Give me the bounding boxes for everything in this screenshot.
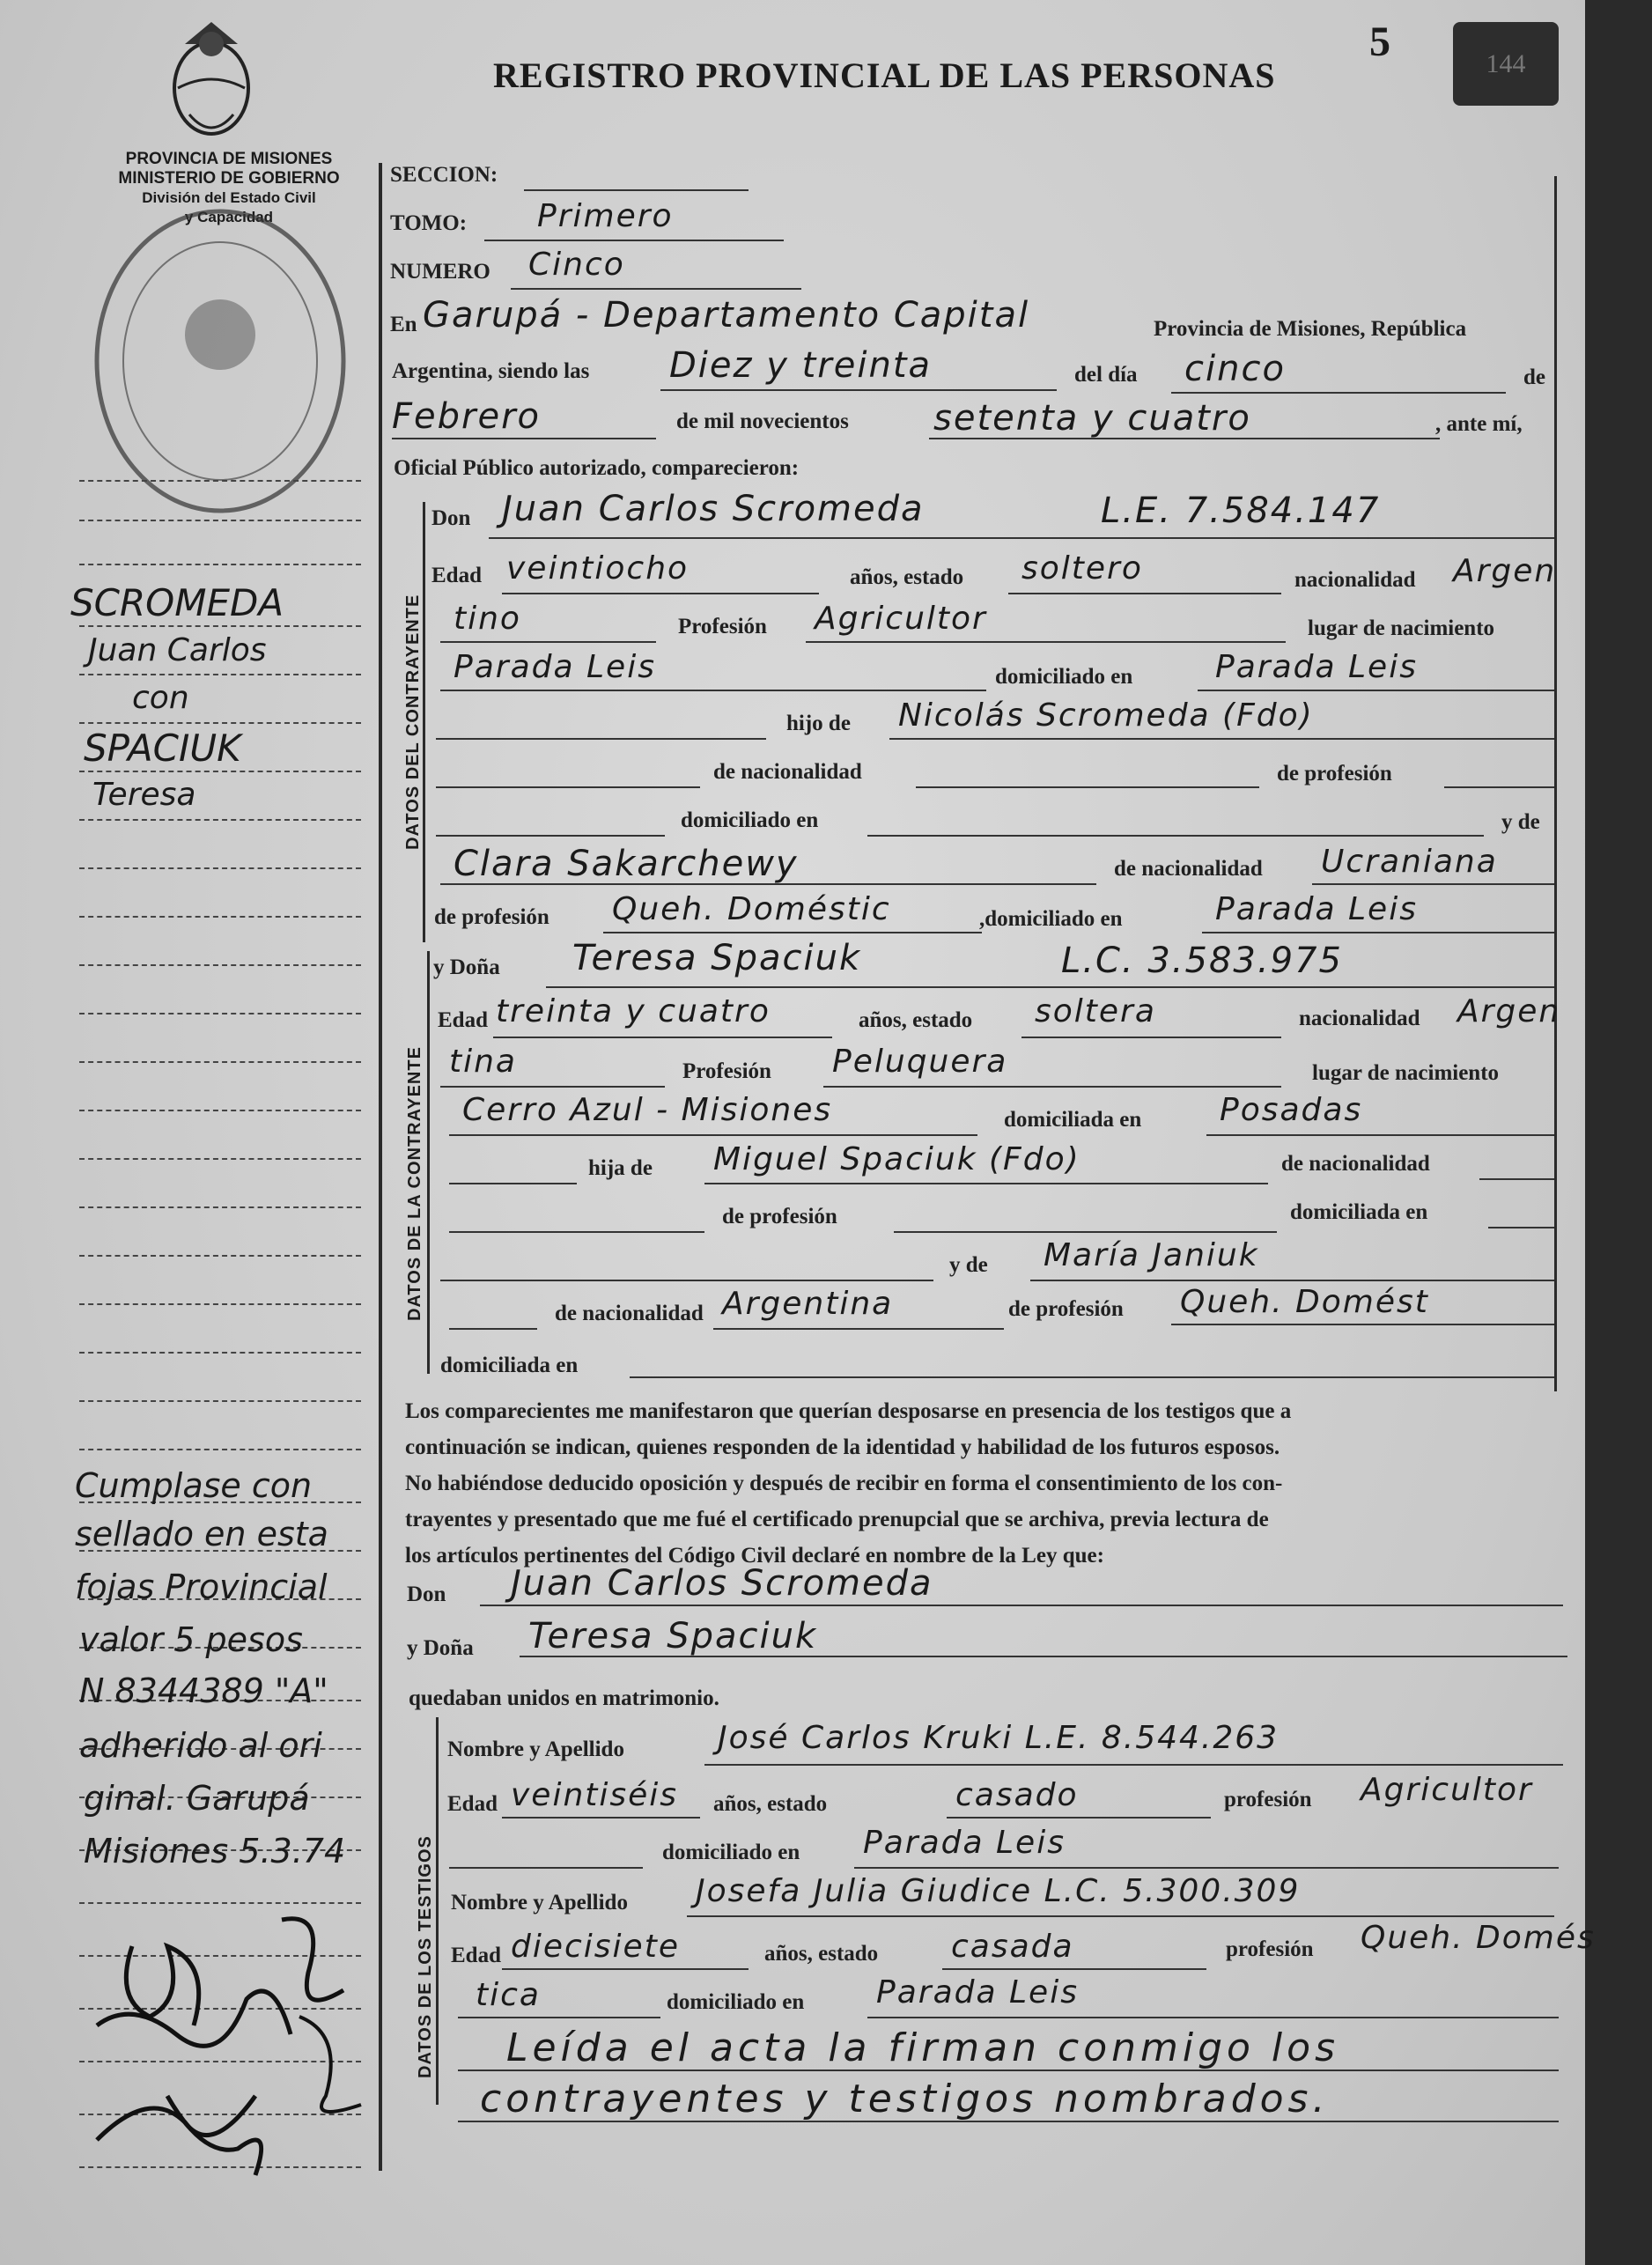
de-profesion-label: de profesión <box>1277 762 1392 786</box>
testigo2-edad-label: Edad <box>451 1944 501 1967</box>
contrayenta-nacionalidad-b: tina <box>449 1044 517 1080</box>
de-profesion-label-2: de profesión <box>722 1205 837 1228</box>
mil-novecientos-label: de mil novecientos <box>676 409 849 433</box>
margin-line <box>79 1352 361 1354</box>
oficial-label: Oficial Público autorizado, comparecieron: <box>394 456 800 480</box>
issuer-line: MINISTERIO DE GOBIERNO <box>118 169 340 188</box>
madre-prof-label: de profesión <box>434 905 549 929</box>
anios-estado-label: años, estado <box>850 565 964 589</box>
contrayenta-madre-prof: Queh. Domést <box>1180 1284 1429 1320</box>
contrayente-madre-nac: Ucraniana <box>1321 844 1498 880</box>
testigo1-domiciliado-label: domiciliado en <box>662 1841 800 1864</box>
madre-prof-label-2: de profesión <box>1008 1297 1124 1321</box>
dia-line <box>1171 392 1506 394</box>
issuer-line: y Capacidad <box>184 209 274 225</box>
nombre-apellido-label-2: Nombre y Apellido <box>451 1891 628 1915</box>
testigo2-anios-label: años, estado <box>764 1942 879 1966</box>
don-label: Don <box>431 506 471 530</box>
margin-line <box>79 1449 361 1450</box>
margin-line <box>79 625 361 627</box>
padre-dom-line-2 <box>1488 1227 1554 1228</box>
margin-line <box>79 564 361 565</box>
contrayente-madre-prof: Queh. Doméstic <box>612 891 891 927</box>
tomo-value: Primero <box>537 198 674 234</box>
madre-dom-label-2: domiciliada en <box>440 1354 579 1377</box>
lugar-label: lugar de nacimiento <box>1308 616 1495 640</box>
testigo2-profesion-a: Queh. Domés <box>1361 1920 1596 1956</box>
testigo1-domicilio: Parada Leis <box>863 1825 1066 1861</box>
testigo2-estado: casada <box>951 1929 1074 1965</box>
section-label-contrayenta: DATOS DE LA CONTRAYENTE <box>405 1046 424 1321</box>
testigo2-name: Josefa Julia Giudice L.C. 5.300.309 <box>696 1873 1301 1909</box>
margin-note-line: sellado en esta <box>75 1515 328 1553</box>
cierre-line-2: contrayentes y testigos nombrados. <box>480 2077 1330 2121</box>
margin-note-line: fojas Provincial <box>75 1568 328 1606</box>
declaracion-dona-name: Teresa Spaciuk <box>528 1616 818 1656</box>
don-line <box>489 537 1554 539</box>
margin-note-line: N 8344389 "A" <box>79 1671 328 1710</box>
contrayenta-nacionalidad-a: Argen <box>1457 993 1561 1029</box>
margin-line <box>79 1206 361 1208</box>
testigo2-prof-b-line <box>458 2017 660 2018</box>
declaracion-line: No habiéndose deducido oposición y después de recibir en forma el consentimiento de los con- <box>405 1472 1283 1495</box>
contrayenta-name: Teresa Spaciuk <box>572 938 862 978</box>
ante-mi-label: , ante mí, <box>1435 412 1523 436</box>
provincia-label: Provincia de Misiones, República <box>1154 317 1467 341</box>
edad-line <box>502 593 819 594</box>
testigo1-anios-label: años, estado <box>713 1792 828 1816</box>
declaracion-line: continuación se indican, quienes responden de la identidad y habilidad de los futuros esposos. <box>405 1435 1280 1459</box>
blank-line <box>449 1328 537 1330</box>
margin-given-2: Teresa <box>92 777 196 813</box>
anio-line <box>929 438 1440 439</box>
madre-prof-line-2 <box>1171 1324 1554 1325</box>
testigo1-profesion: Agricultor <box>1361 1772 1533 1808</box>
cierre-line-1-rule <box>458 2069 1559 2071</box>
don-line-2 <box>480 1605 1563 1606</box>
contrayente-domicilio: Parada Leis <box>1215 649 1418 685</box>
de-label: de <box>1523 365 1545 389</box>
testigo2-edad-line <box>502 1968 749 1970</box>
en-label: En <box>390 313 417 336</box>
estado-line <box>1008 593 1281 594</box>
contrayenta-edad: treinta y cuatro <box>496 993 771 1029</box>
margin-line <box>79 1400 361 1402</box>
testigo1-estado: casado <box>955 1777 1079 1813</box>
contrayenta-madre-nac: Argentina <box>722 1286 894 1322</box>
dona-line-2 <box>520 1656 1567 1657</box>
contrayente-edad: veintiocho <box>506 550 690 587</box>
testigo1-edad: veintiséis <box>511 1777 679 1813</box>
margin-line <box>79 1061 361 1063</box>
madre-nac-line-2 <box>713 1328 1004 1330</box>
domicilio-line <box>1198 690 1554 691</box>
profesion-label-2: Profesión <box>682 1059 771 1083</box>
padre-line <box>889 738 1554 740</box>
profesion-line-2 <box>823 1086 1281 1088</box>
declaracion-line: Los comparecientes me manifestaron que querían desposarse en presencia de los testigos que a <box>405 1399 1292 1423</box>
margin-line <box>79 520 361 521</box>
margin-line <box>79 1255 361 1257</box>
margin-note-line: Cumplase con <box>75 1466 313 1505</box>
signatures-icon <box>79 1893 396 2193</box>
margin-line <box>79 1158 361 1160</box>
margin-note-line: valor 5 pesos <box>79 1620 303 1659</box>
testigo2-edad: diecisiete <box>511 1929 680 1965</box>
madre-dom-label: ,domiciliado en <box>979 907 1123 931</box>
cierre-line-1: Leída el acta la firman conmigo los <box>506 2025 1339 2070</box>
issuer-line: PROVINCIA DE MISIONES <box>125 150 333 168</box>
dona-label-2: y Doña <box>407 1636 474 1660</box>
nacionalidad-b-line-2 <box>440 1086 665 1088</box>
profesion-label: Profesión <box>678 615 767 638</box>
domiciliado-en-label: domiciliado en <box>681 808 819 832</box>
padre-nac-line-2 <box>1479 1178 1554 1180</box>
contrayente-nacionalidad-b: tino <box>454 601 521 637</box>
testigo2-domiciliado-label: domiciliado en <box>667 1990 805 2014</box>
domicilio-line-2 <box>1206 1134 1554 1136</box>
section-divider-2 <box>427 951 430 1374</box>
testigo1-edad-label: Edad <box>447 1792 498 1816</box>
testigo1-estado-line <box>947 1817 1211 1819</box>
lugar-label-2: lugar de nacimiento <box>1312 1061 1500 1085</box>
padre-dom-line <box>867 835 1484 837</box>
margin-surname-1: SCROMEDA <box>70 581 284 624</box>
hijo-de-label: hijo de <box>786 712 851 735</box>
hora-line <box>660 389 1057 391</box>
seccion-line <box>524 189 749 191</box>
edad-line-2 <box>493 1037 832 1038</box>
numero-value: Cinco <box>528 247 625 283</box>
blank-line <box>436 835 665 837</box>
madre-nac-line <box>1312 883 1554 885</box>
en-value: Garupá - Departamento Capital <box>423 295 1030 336</box>
profesion-line <box>806 641 1286 643</box>
madre-prof-line <box>603 932 982 933</box>
corner-stamp: 144 <box>1453 22 1559 106</box>
y-de-label-2: y de <box>949 1253 988 1277</box>
anio-value: setenta y cuatro <box>933 398 1251 439</box>
madre-dom-line <box>1202 932 1554 933</box>
quedaban-label: quedaban unidos en matrimonio. <box>409 1686 719 1710</box>
madre-nac-label-2: de nacionalidad <box>555 1302 704 1325</box>
y-de-label: y de <box>1501 810 1540 834</box>
section-label-testigos: DATOS DE LOS TESTIGOS <box>416 1835 435 2078</box>
madre-line <box>440 883 1096 885</box>
margin-con: con <box>132 680 189 716</box>
coat-of-arms-icon <box>159 9 264 141</box>
domiciliada-label: domiciliada en <box>1004 1108 1142 1132</box>
margin-surname-2: SPACIUK <box>84 727 241 770</box>
contrayenta-profesion: Peluquera <box>832 1044 1008 1080</box>
main-divider <box>379 163 382 2171</box>
blank-line <box>436 738 766 740</box>
margin-line <box>79 1110 361 1111</box>
section-label-contrayente: DATOS DEL CONTRAYENTE <box>403 594 423 850</box>
margin-line <box>79 771 361 772</box>
blank-line <box>449 1231 704 1233</box>
padre-nac-line <box>916 786 1259 788</box>
hora-value: Diez y treinta <box>669 345 933 386</box>
numero-line <box>511 288 801 290</box>
testigo2-dom-line <box>867 2017 1559 2018</box>
padre-prof-line <box>1444 786 1554 788</box>
nacionalidad-label: nacionalidad <box>1294 568 1416 592</box>
contrayente-lugar: Parada Leis <box>454 649 656 685</box>
testigo2-estado-line <box>942 1968 1206 1970</box>
nacionalidad-b-line <box>440 641 656 643</box>
anios-estado-label-2: años, estado <box>859 1008 973 1032</box>
padre-line-2 <box>704 1183 1268 1184</box>
don-label-2: Don <box>407 1583 446 1606</box>
margin-note-line: adherido al ori <box>79 1726 322 1765</box>
contrayenta-lugar: Cerro Azul - Misiones <box>462 1092 833 1128</box>
lugar-line-2 <box>449 1134 977 1136</box>
cierre-line-2-rule <box>458 2121 1559 2122</box>
tomo-line <box>484 240 784 241</box>
contrayente-doc: L.E. 7.584.147 <box>1101 491 1381 531</box>
round-stamp-icon <box>88 203 352 520</box>
del-dia-label: del día <box>1074 363 1138 387</box>
blank-line <box>436 786 700 788</box>
margin-line <box>79 819 361 821</box>
dia-value: cinco <box>1184 349 1286 389</box>
contrayente-name: Juan Carlos Scromeda <box>502 489 925 529</box>
de-nacionalidad-label: de nacionalidad <box>713 760 862 784</box>
testigo2-line <box>687 1915 1554 1917</box>
argentina-label: Argentina, siendo las <box>392 359 590 383</box>
domiciliado-label: domiciliado en <box>995 665 1133 689</box>
dona-line <box>546 986 1554 988</box>
tomo-label: TOMO: <box>390 211 468 235</box>
nombre-apellido-label: Nombre y Apellido <box>447 1737 624 1761</box>
contrayenta-estado: soltera <box>1035 993 1156 1029</box>
contrayente-nacionalidad-a: Argen <box>1453 553 1557 589</box>
testigo2-profesion-b: tica <box>476 1977 541 2013</box>
contrayente-estado: soltero <box>1021 550 1143 587</box>
right-border <box>1554 176 1557 1391</box>
testigo1-dom-line <box>854 1867 1559 1869</box>
madre-nac-label: de nacionalidad <box>1114 857 1263 881</box>
testigo2-domicilio: Parada Leis <box>876 1974 1079 2010</box>
contrayente-madre-dom: Parada Leis <box>1215 891 1418 927</box>
issuer-line: División del Estado Civil <box>142 189 316 206</box>
contrayenta-doc: L.C. 3.583.975 <box>1061 941 1343 981</box>
testigo1-profesion-label: profesión <box>1224 1788 1312 1811</box>
testigo2-profesion-label: profesión <box>1226 1937 1314 1961</box>
estado-line-2 <box>1021 1037 1281 1038</box>
margin-line <box>79 1303 361 1305</box>
blank-line <box>449 1183 577 1184</box>
testigo1-line <box>704 1764 1563 1766</box>
declaracion-paragraph <box>405 1393 1291 1574</box>
contrayente-padre: Nicolás Scromeda (Fdo) <box>898 697 1314 734</box>
contrayenta-madre: María Janiuk <box>1044 1237 1259 1273</box>
numero-label: NUMERO <box>390 260 490 284</box>
margin-line <box>79 916 361 918</box>
nacionalidad-label-2: nacionalidad <box>1299 1007 1420 1030</box>
margin-line <box>79 674 361 675</box>
mes-line <box>392 438 656 439</box>
mes-value: Febrero <box>392 396 541 437</box>
contrayente-profesion: Agricultor <box>815 601 987 637</box>
declaracion-don-name: Juan Carlos Scromeda <box>511 1563 933 1604</box>
edad-label-2: Edad <box>438 1008 488 1032</box>
madre-dom-line-2 <box>630 1376 1554 1378</box>
margin-line <box>79 1013 361 1014</box>
padre-prof-line-2 <box>894 1231 1277 1233</box>
contrayenta-padre: Miguel Spaciuk (Fdo) <box>713 1141 1080 1177</box>
seccion-label: SECCION: <box>390 163 498 187</box>
contrayenta-domicilio: Posadas <box>1220 1092 1363 1128</box>
declaracion-line: trayentes y presentado que me fué el certificado prenupcial que se archiva, previa lectura de <box>405 1508 1269 1531</box>
testigo1-name: José Carlos Kruki L.E. 8.544.263 <box>718 1720 1280 1756</box>
domiciliada-en-label: domiciliada en <box>1290 1200 1428 1224</box>
testigo1-edad-line <box>502 1817 700 1819</box>
lugar-line <box>440 690 986 691</box>
edad-label: Edad <box>431 564 482 587</box>
margin-note-line: ginal. Garupá <box>84 1779 310 1818</box>
de-nacionalidad-label-2: de nacionalidad <box>1281 1152 1430 1176</box>
margin-note-line: Misiones 5.3.74 <box>84 1832 346 1870</box>
margin-line <box>79 722 361 724</box>
margin-given-1: Juan Carlos <box>88 632 267 668</box>
page-number: 5 <box>1369 18 1390 65</box>
margin-line <box>79 480 361 482</box>
document-title: REGISTRO PROVINCIAL DE LAS PERSONAS <box>493 55 1276 95</box>
hija-de-label: hija de <box>588 1156 653 1180</box>
margin-line <box>79 964 361 966</box>
contrayente-madre: Clara Sakarchewy <box>454 844 799 884</box>
dona-label: y Doña <box>433 955 500 979</box>
section-divider-3 <box>436 1717 439 2105</box>
blank-line <box>440 1280 933 1281</box>
declaracion-line: los artículos pertinentes del Código Civil declaré en nombre de la Ley que: <box>405 1544 1104 1568</box>
madre-line-2 <box>1030 1280 1554 1281</box>
blank-line <box>449 1867 643 1869</box>
margin-line <box>79 867 361 869</box>
